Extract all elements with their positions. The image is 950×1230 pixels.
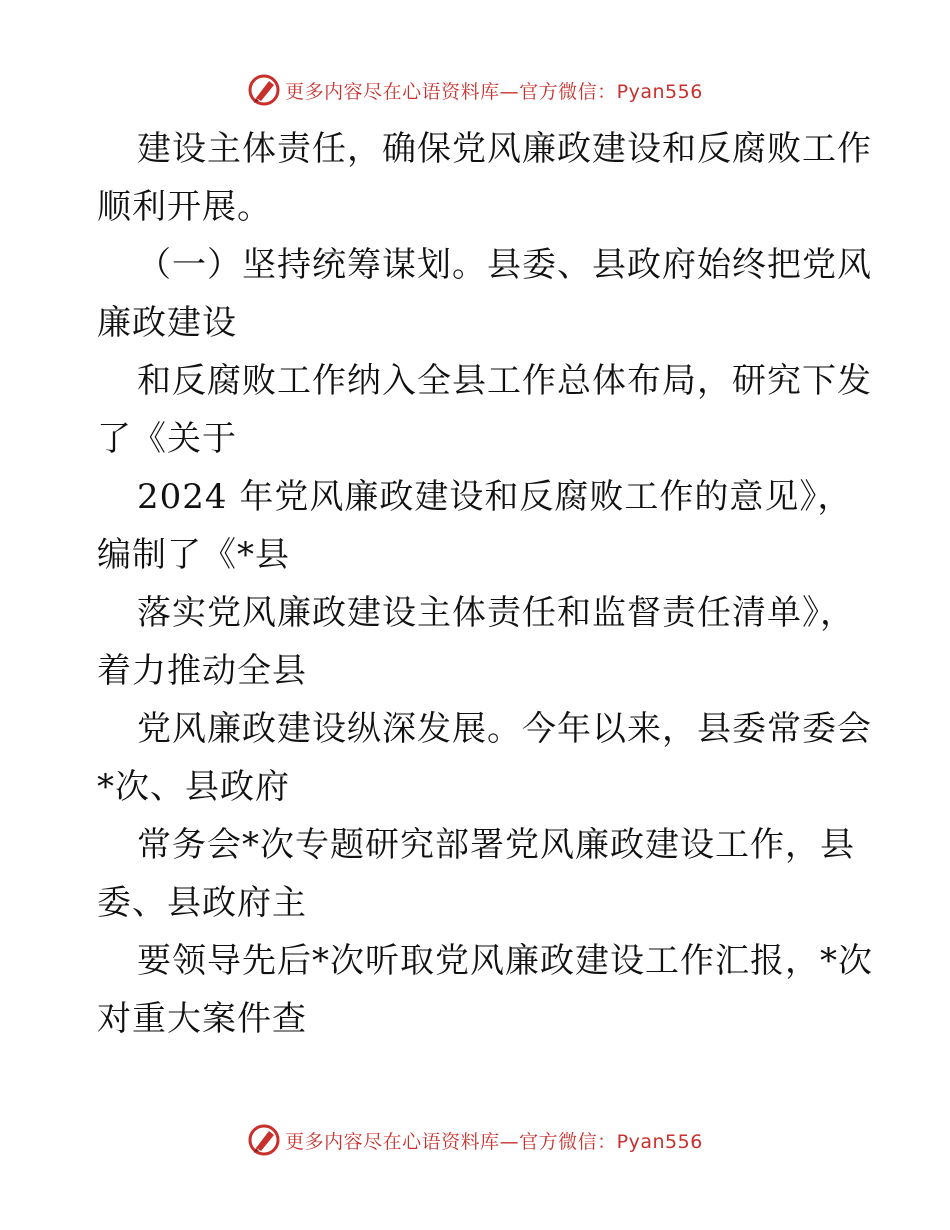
body-text-line: 和反腐败工作纳入全县工作总体布局，研究下发 (137, 361, 872, 401)
body-text-line: 顺利开展。 (97, 187, 272, 227)
pen-logo-icon (247, 1123, 281, 1157)
body-text-line: （一）坚持统筹谋划。县委、县政府始终把党风 (137, 245, 872, 285)
body-text-line: 编制了《*县 (97, 535, 290, 575)
body-text-line: *次、县政府 (97, 767, 290, 807)
document-body (97, 120, 873, 1048)
footer-watermark (0, 1120, 950, 1160)
body-text-line: 2024 年党风廉政建设和反腐败工作的意见》， (137, 477, 853, 517)
pen-logo-icon (247, 73, 281, 107)
body-text-line: 落实党风廉政建设主体责任和监督责任清单》， (137, 593, 855, 633)
body-text-line: 委、县政府主 (97, 883, 307, 923)
body-text-line: 要领导先后*次听取党风廉政建设工作汇报，*次 (137, 941, 873, 981)
body-text-line: 了《关于 (97, 419, 237, 459)
body-text-line: 廉政建设 (97, 303, 237, 343)
watermark-text: 更多内容尽在心语资料库—官方微信：Pyan556 (285, 1130, 703, 1153)
body-text-line: 建设主体责任，确保党风廉政建设和反腐败工作 (137, 129, 872, 169)
body-text-line: 着力推动全县 (97, 651, 307, 691)
body-text-line: 常务会*次专题研究部署党风廉政建设工作，县 (137, 825, 855, 865)
body-text-line: 对重大案件查 (97, 999, 307, 1039)
header-watermark (0, 70, 950, 110)
body-text-line: 党风廉政建设纵深发展。今年以来，县委常委会 (137, 709, 872, 749)
watermark-text: 更多内容尽在心语资料库—官方微信：Pyan556 (285, 80, 703, 103)
